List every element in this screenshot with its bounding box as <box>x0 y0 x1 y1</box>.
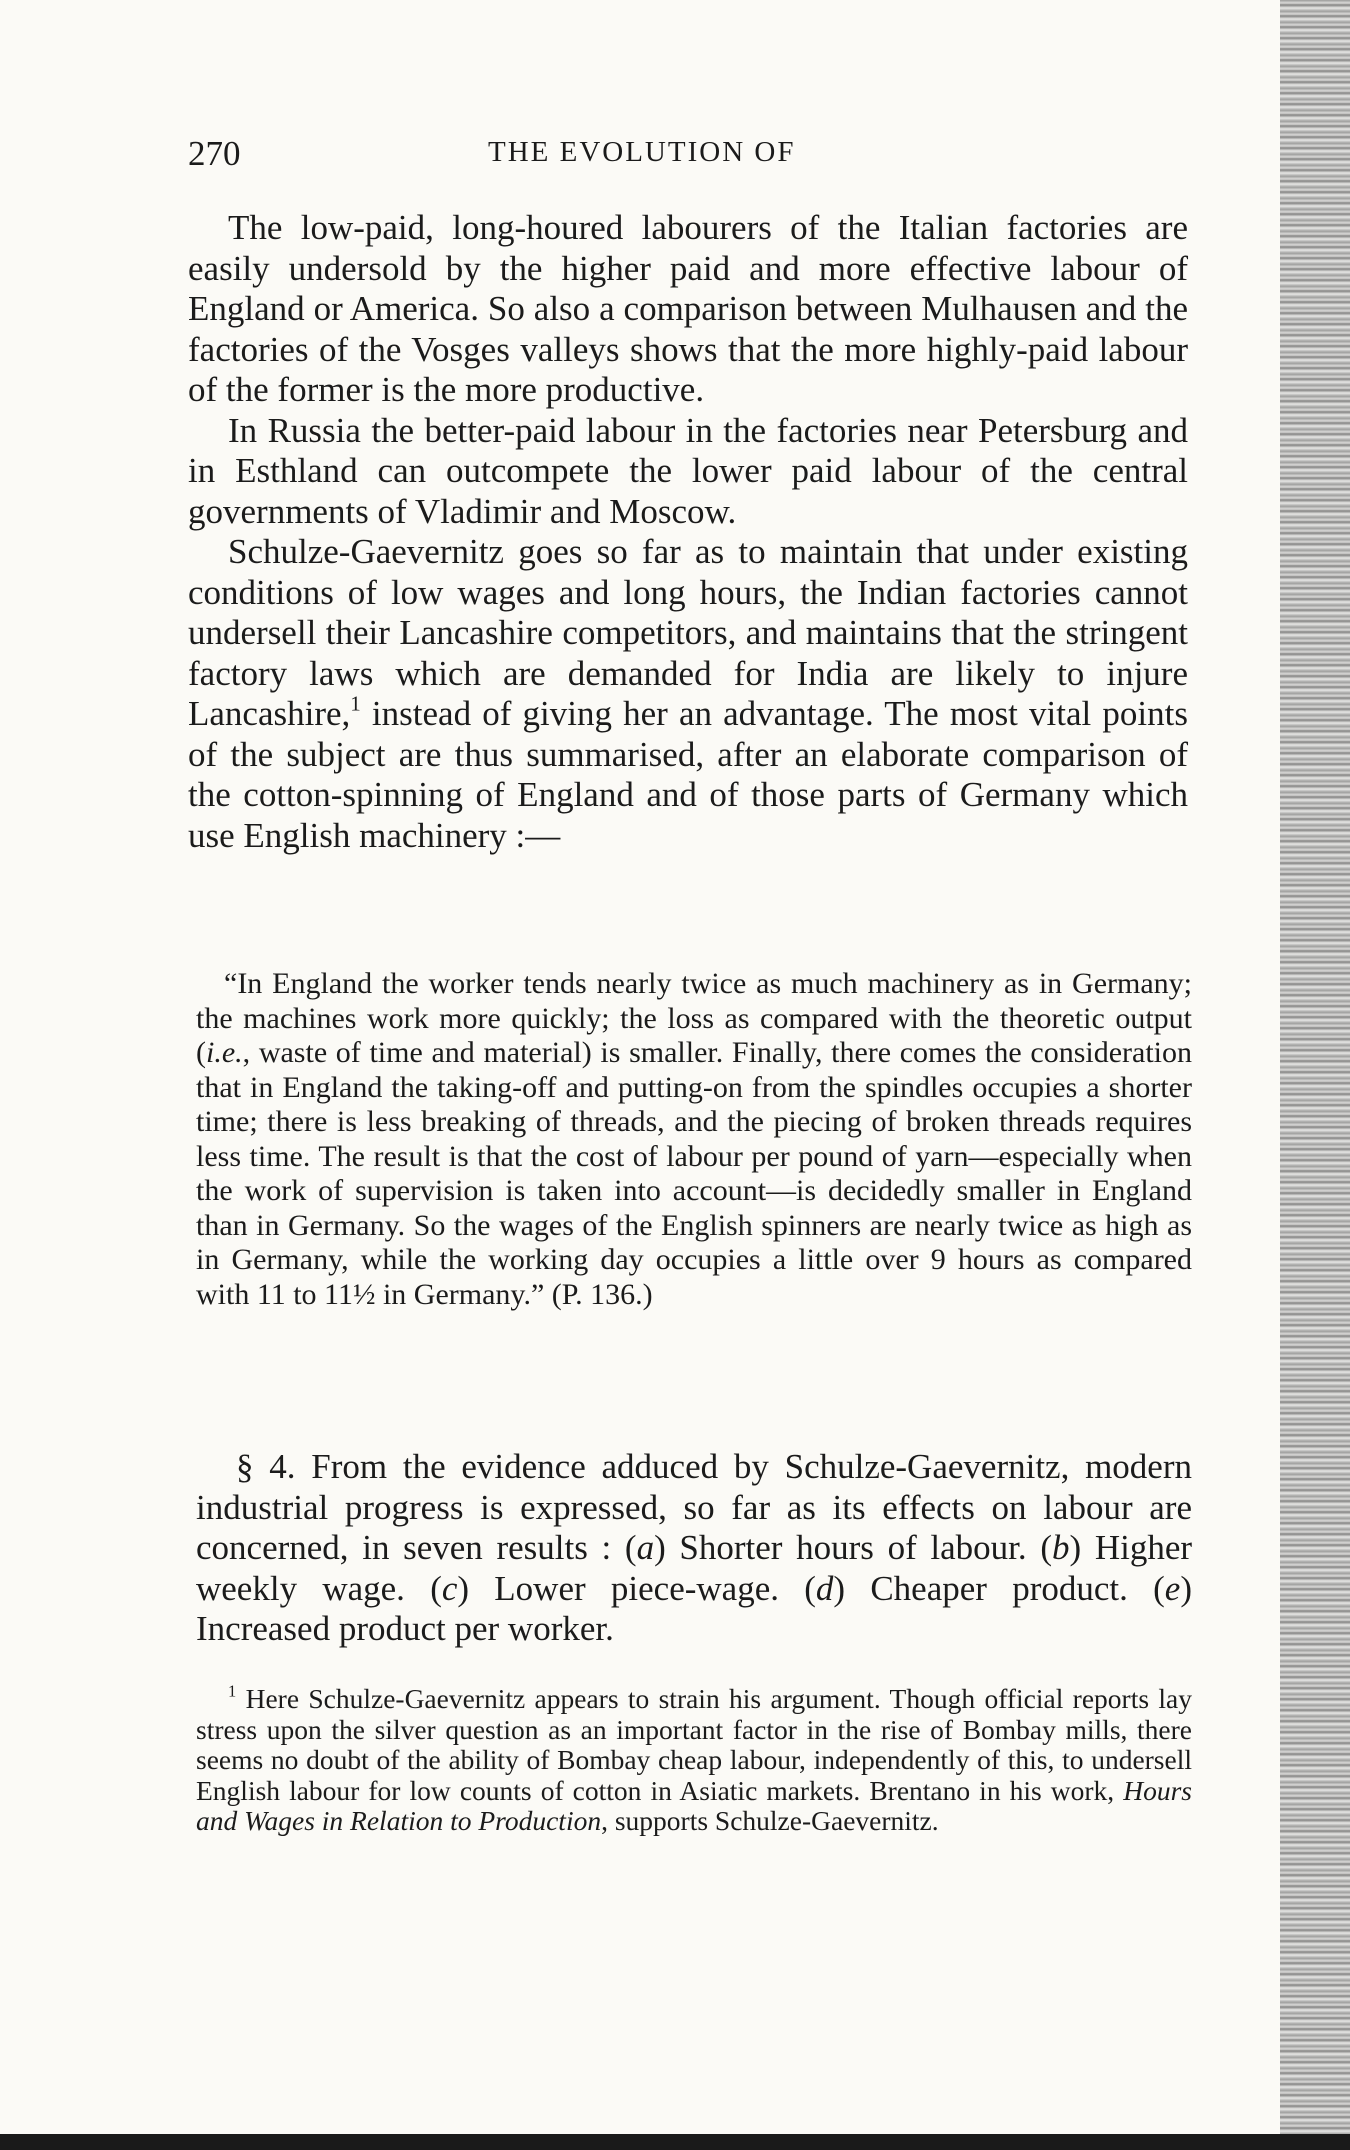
footnote-paragraph <box>196 1681 1192 1837</box>
item-letter-e: e <box>1164 1568 1181 1608</box>
paragraph-text: In Russia the better-paid labour in the factories near Petersburg and in Esthland can outcompete the lower paid labour of the central governments of Vladimir and Moscow. <box>188 410 1188 531</box>
page-header <box>188 134 1198 174</box>
footnote <box>196 1681 1192 1837</box>
section-text: ) Lower piece-wage. ( <box>457 1568 816 1608</box>
section-paragraph <box>196 1447 1192 1650</box>
running-title: THE EVOLUTION OF <box>488 136 796 168</box>
paragraph-text: The low-paid, long-houred labourers of the Italian factories are easily undersold by the higher paid and more effective labour of England or America. So also a comparison between Mulhausen and the factories of the Vosges valleys shows that the more highly-paid labour of the former is the more productive. <box>188 208 1188 409</box>
block-quote <box>196 967 1192 1312</box>
paragraph-text: instead of giving her an advantage. The most vital points of the subject are thus summarised, after an elaborate comparison of the cotton-spinning of England and of those parts of Germany which use English machinery :— <box>188 694 1188 855</box>
section-text: ) Increased product per worker. <box>196 1568 1192 1648</box>
paragraph-italian-factories <box>188 208 1188 411</box>
section-text: ) Cheaper product. ( <box>833 1568 1165 1608</box>
scan-bottom-border <box>0 2134 1350 2150</box>
footnote-text: Here Schulze-Gaevernitz appears to strain his argument. Though official reports lay stress upon the silver question as an important factor in the rise of Bombay mills, there seems no doubt of the ability of Bombay cheap labour, independently of this, to undersell English labour for low counts of cotton in Asiatic markets. Brentano in his work, <box>196 1683 1192 1806</box>
item-letter-c: c <box>441 1568 458 1608</box>
paragraph-schulze <box>188 532 1188 856</box>
quote-text: , waste of time and material) is smaller. Finally, there comes the consideration that in England the taking-off and putting-on from the spindles occupies a shorter time; there is less breaking of threads, and the piecing of broken threads requires less time. The result is that the cost of labour per pound of yarn—especially when the work of supervision is taken into account—is decidedly smaller in England than in Germany. So the wages of the English spinners are nearly twice as high as in Germany, while the working day occupies a little over 9 hours as compared with 11 to 11½ in Germany.” (P. 136.) <box>196 1036 1192 1311</box>
quote-text: “In England the worker tends nearly twice as much machinery as in Germany; the machines work more quickly; the loss as compared with the theoretic output ( <box>196 967 1192 1069</box>
section-text: ) Higher weekly wage. ( <box>196 1528 1193 1608</box>
section-4 <box>196 1447 1192 1650</box>
item-letter-d: d <box>815 1568 834 1608</box>
footnote-work-title: Hours and Wages in Relation to Production <box>196 1774 1192 1836</box>
quote-paragraph <box>196 967 1192 1312</box>
footnote-text: , supports Schulze-Gaevernitz. <box>601 1805 939 1836</box>
paragraph-russia <box>188 411 1188 533</box>
page-edge-shadow <box>1280 0 1350 2150</box>
footnote-marker: 1 <box>228 1681 237 1701</box>
item-letter-a: a <box>636 1528 655 1567</box>
item-letter-b: b <box>1051 1528 1070 1567</box>
footnote-reference[interactable]: 1 <box>350 691 361 716</box>
paragraph-text: Schulze-Gaevernitz goes so far as to maintain that under existing conditions of low wages and long hours, the Indian factories cannot undersell their Lancashire competitors, and maintains that the stringent factory laws which are demanded for India are likely to injure Lancashire, <box>188 532 1188 733</box>
section-text: ) Shorter hours of labour. ( <box>654 1528 1052 1567</box>
page-number: 270 <box>188 134 241 173</box>
section-text: § 4. From the evidence adduced by Schulze-Gaevernitz, modern industrial progress is expressed, so far as its effects on labour are concerned, in seven results : ( <box>196 1447 1192 1567</box>
quote-italic-ie: i.e. <box>206 1036 243 1069</box>
main-text <box>188 208 1188 856</box>
